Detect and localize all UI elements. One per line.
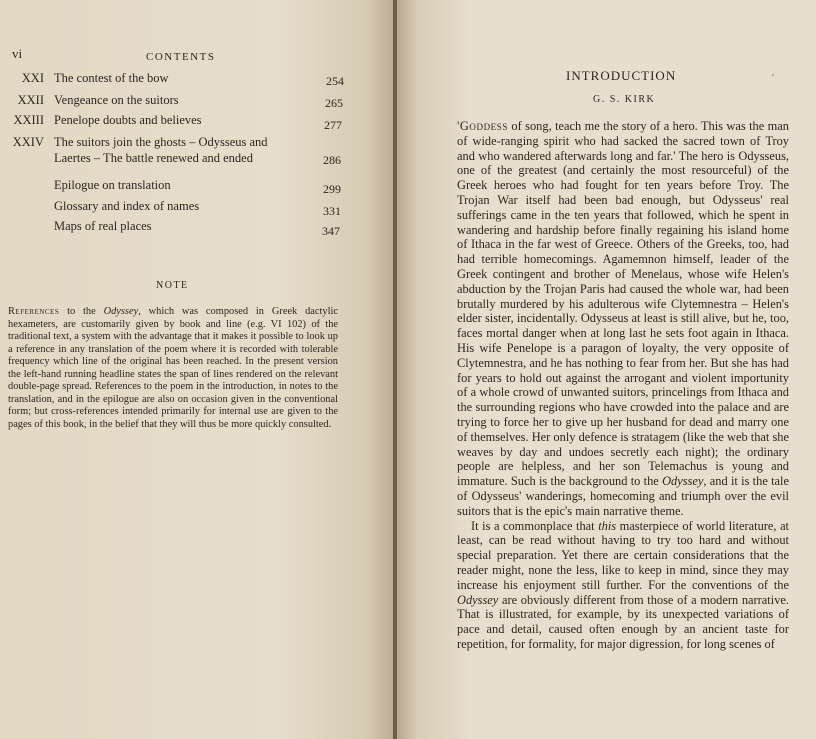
author-name: G. S. KIRK [593, 94, 656, 105]
page-mark: ' [772, 72, 774, 84]
toc-number: XXI [21, 71, 44, 85]
toc-number: XXII [17, 93, 44, 107]
intro-text-run: masterpiece of world literature, at least, can be read without having to try too hard and without special preparation. Yet there are certain considerations that the reader might, none the less, like to keep in mind, since they may increase his enjoyment still further. For the conventions of the [457, 518, 790, 592]
intro-text-run: , and it is the tale of Odysseus' wanderings, homecoming and triumph over the evil suitors that is the epic's main narrative theme. [457, 474, 789, 518]
intro-italic: Odyssey [662, 474, 704, 489]
intro-italic: this [598, 518, 617, 533]
toc-page: 265 [325, 96, 343, 110]
intro-paragraph [457, 519, 789, 652]
toc-number: XXIII [13, 113, 44, 127]
toc-page: 299 [323, 182, 341, 196]
note-text-run: , which was composed in Greek dactylic hexameters, are customarily given by book and line (e.g. VI 102) of the traditional text, a system with the advantage that it makes it possible to look up a reference in any translation of the poem where it is recorded with tolerable frequency which line of the original has been reached. In the present version the left-hand running headline states the span of lines rendered on the relevant double-page spread. References to the poem in the introduction, in notes to the translation, and in the epilogue are also on occasion given in the conventional form; but cross-references intended primarily for internal use are given to the pages of this book, in the belief that they will thus be more quickly consulted. [8, 306, 338, 430]
note-lead-word: References [8, 306, 60, 317]
intro-lead-word: 'Goddess [457, 119, 508, 133]
toc-page: 347 [322, 224, 340, 238]
page-folio: vi [12, 46, 23, 61]
toc-title: Penelope doubts and believes [54, 113, 202, 127]
note-heading: NOTE [156, 280, 189, 291]
toc-title-continued: Laertes – The battle renewed and ended [54, 151, 253, 165]
chapter-title: INTRODUCTION [566, 68, 677, 83]
note-italic: Odyssey [103, 306, 139, 317]
intro-text [457, 119, 789, 652]
toc-page: 331 [323, 204, 341, 218]
left-page [0, 0, 395, 739]
intro-text-run: It is a commonplace that [471, 518, 599, 533]
toc-entry [0, 134, 360, 170]
note-text-run: to the [59, 306, 104, 317]
intro-paragraph [457, 119, 789, 519]
toc-title: Glossary and index of names [54, 199, 200, 213]
toc-title: Vengeance on the suitors [54, 93, 179, 107]
toc-number: XXIV [12, 135, 44, 149]
toc-title: Epilogue on translation [54, 178, 171, 192]
contents-heading: CONTENTS [146, 51, 216, 63]
intro-text-run: of song, teach me the story of a hero. This was the man of wide-ranging spirit who had sacked the sacred town of Troy and who wandered afterwards long and far.' The hero is Odysseus, one of the greatest (and certainly the most resourceful) of the Greek heroes who had fought for ten years before Troy. The Trojan War itself had been bad enough, but Odysseus' real sufferings came in the ten years that followed, which he spent in wandering and hardship before finally regaining his island home of Ithaca in the far west of Greece. Others of the Greeks, too, had had terrible homecomings. Agamemnon himself, leader of the Greek contingent and brother of Menelaus, whose wife Helen's abduction by the Trojan Paris had caused the whole war, had been brutally murdered by his adulterous wife Clytemnestra – Helen's elder sister, incidentally. Odysseus at least is still alive, but he, too, faces mortal danger when at long last he sets foot again in Ithaca. His wife Penelope is a paragon of loyalty, the very opposite of Clytemnestra, and he has nothing to fear from her. But she has had for years to hold out against the arrogant and violent importunity of a whole crowd of unwanted suitors, princelings from Ithaca and the surrounding regions who have crowded into the palace and are trying to force her to give up her husband for dead and marry one of themselves. Her only defence is stratagem (like the web that she weaves by day and undoes secretly each night); the ordinary people are helpless, and her son Telemachus is young and immature. Such is the background to the [457, 119, 789, 489]
toc-title: The contest of the bow [54, 71, 169, 85]
intro-text-run: are obviously different from those of a modern narrative. That is illustrated, for example, by its unexpected variations of pace and detail, caused often enough by an ancient taste for repetition, for formality, for major digression, for long scenes of [457, 592, 789, 651]
toc-page: 286 [323, 153, 341, 167]
toc-page: 254 [326, 74, 344, 88]
intro-italic: Odyssey [457, 592, 499, 607]
toc-title: Maps of real places [54, 219, 152, 233]
note-text [8, 306, 338, 431]
toc-title: The suitors join the ghosts – Odysseus and [54, 135, 268, 149]
toc-page: 277 [324, 118, 342, 132]
